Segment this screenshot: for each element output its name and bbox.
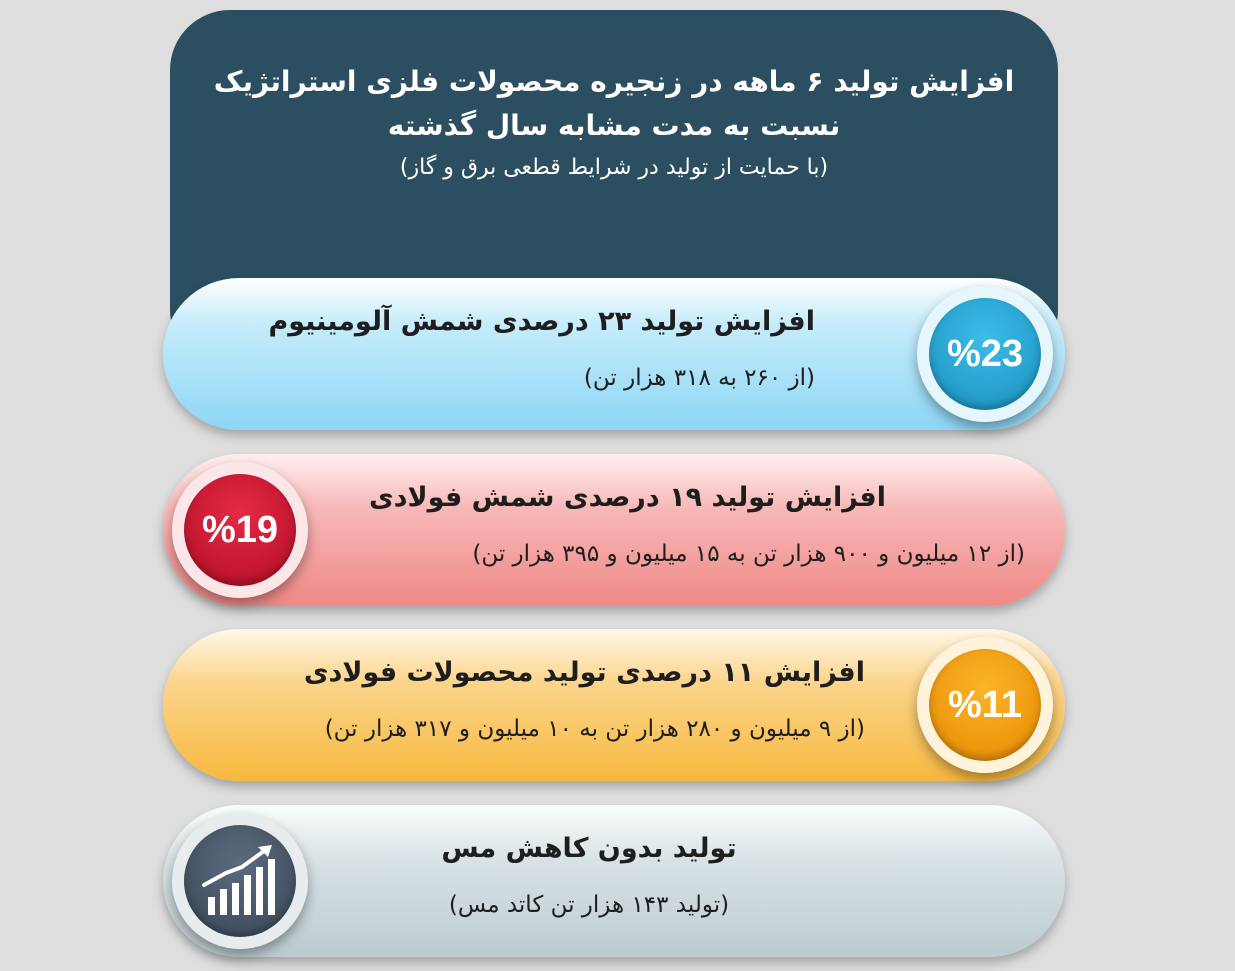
steel-ingot-percent-value: %19	[184, 474, 296, 586]
aluminium-percent-value: %23	[929, 298, 1041, 410]
header-subtitle: نسبت به مدت مشابه سال گذشته	[387, 109, 841, 142]
header-note: (با حمایت از تولید در شرایط قطعی برق و گاز)	[399, 155, 829, 180]
aluminium-ingot-text	[223, 278, 815, 430]
steel-products-text	[203, 629, 865, 781]
steel-products-percent-value: %11	[929, 649, 1041, 761]
steel-products-title: افزایش ۱۱ درصدی تولید محصولات فولادی	[303, 657, 865, 688]
steel-ingot-subtitle: (از ۱۲ میلیون و ۹۰۰ هزار تن به ۱۵ میلیون و ۳۹۵ هزار تن)	[472, 541, 1025, 567]
growth-chart-icon	[184, 825, 296, 937]
copper-subtitle: (تولید ۱۴۳ هزار تن کاتد مس)	[448, 892, 730, 918]
steel-products-percent-badge	[917, 637, 1053, 773]
aluminium-ingot-subtitle: (از ۲۶۰ به ۳۱۸ هزار تن)	[583, 365, 815, 391]
header-text	[170, 60, 1058, 188]
aluminium-ingot-title: افزایش تولید ۲۳ درصدی شمش آلومینیوم	[268, 306, 815, 337]
steel-ingot-title: افزایش تولید ۱۹ درصدی شمش فولادی	[368, 482, 886, 513]
steel-ingot-percent-badge	[172, 462, 308, 598]
copper-icon-badge	[172, 813, 308, 949]
header-title: افزایش تولید ۶ ماهه در زنجیره محصولات فلزی استراتژیک	[213, 65, 1015, 98]
copper-title: تولید بدون کاهش مس	[441, 833, 737, 864]
steel-products-subtitle: (از ۹ میلیون و ۲۸۰ هزار تن به ۱۰ میلیون و ۳۱۷ هزار تن)	[324, 716, 865, 742]
copper-text	[413, 805, 765, 957]
aluminium-percent-badge	[917, 286, 1053, 422]
